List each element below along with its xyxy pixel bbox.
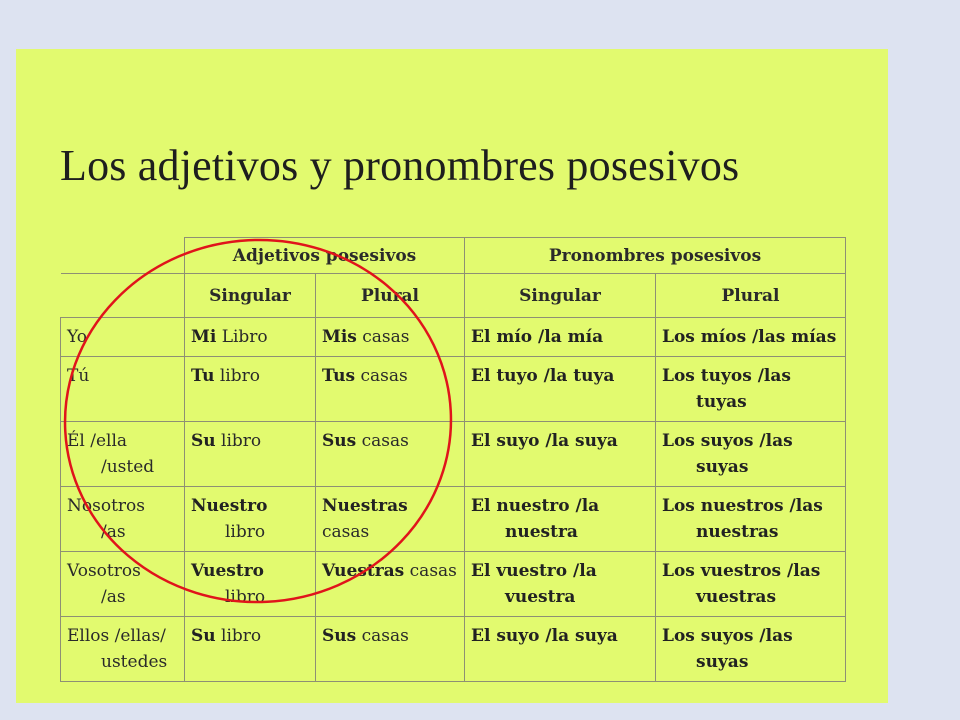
subject-cell-line: Ellos /ellas/	[67, 626, 166, 646]
adj-plural-cell-determiner: Nuestras	[322, 496, 408, 516]
adj-singular-cell-determiner: Tu	[191, 366, 215, 386]
pro-plural-cell-line: Los nuestros /las	[662, 496, 823, 516]
pro-singular-cell	[465, 422, 656, 487]
table-row	[61, 318, 846, 357]
adj-plural-cell-determiner: Vuestras	[322, 561, 405, 581]
table-row	[61, 357, 846, 422]
subject-cell	[61, 318, 185, 357]
adj-plural-cell	[316, 422, 465, 487]
adj-singular-cell	[185, 357, 316, 422]
subject-cell	[61, 422, 185, 487]
adj-singular-cell	[185, 617, 316, 682]
pro-singular-cell-line: El suyo /la suya	[471, 431, 618, 451]
adj-singular-cell	[185, 422, 316, 487]
header-adj-singular: Singular	[185, 274, 316, 318]
pro-plural-cell-line: Los tuyos /las	[662, 366, 791, 386]
pro-singular-cell-line: nuestra	[505, 522, 578, 542]
pro-singular-cell	[465, 318, 656, 357]
pro-plural-cell	[656, 487, 846, 552]
pro-singular-cell	[465, 552, 656, 617]
subject-cell-line: Él /ella	[67, 431, 128, 451]
corner-cell	[61, 274, 185, 318]
pro-singular-cell-line: El tuyo /la tuya	[471, 366, 615, 386]
adj-plural-cell-noun: casas	[362, 327, 410, 347]
adj-plural-cell	[316, 552, 465, 617]
pro-plural-cell-line: nuestras	[696, 522, 779, 542]
adj-singular-cell-determiner: Su	[191, 431, 216, 451]
subject-cell-line: Vosotros	[67, 561, 141, 581]
adj-singular-cell-noun: libro	[221, 626, 262, 646]
adj-plural-cell-determiner: Sus	[322, 431, 357, 451]
adj-plural-cell	[316, 318, 465, 357]
header-pro-singular: Singular	[465, 274, 656, 318]
adj-plural-cell	[316, 487, 465, 552]
pro-plural-cell	[656, 318, 846, 357]
subject-cell	[61, 357, 185, 422]
number-header-row	[61, 274, 846, 318]
pro-plural-cell-line: Los suyos /las	[662, 431, 793, 451]
pro-plural-cell-line: Los vuestros /las	[662, 561, 821, 581]
adj-singular-cell-determiner: Mi	[191, 327, 217, 347]
corner-cell	[61, 238, 185, 274]
pro-plural-cell	[656, 617, 846, 682]
header-adj-plural: Plural	[316, 274, 465, 318]
subject-cell-line: /as	[101, 522, 126, 542]
adj-singular-cell-determiner: Vuestro	[191, 561, 264, 581]
subject-cell	[61, 487, 185, 552]
adj-singular-cell-determiner: Su	[191, 626, 216, 646]
adj-plural-cell-noun: casas	[361, 431, 409, 451]
adj-plural-cell	[316, 357, 465, 422]
subject-cell-line: /as	[101, 587, 126, 607]
subject-cell	[61, 617, 185, 682]
pro-singular-cell	[465, 617, 656, 682]
group-header-row	[61, 238, 846, 274]
pro-singular-cell-line: El nuestro /la	[471, 496, 600, 516]
subject-cell-line: Tú	[67, 366, 90, 386]
adj-singular-cell-noun: libro	[219, 366, 260, 386]
adj-singular-cell	[185, 552, 316, 617]
possessives-table	[60, 237, 846, 682]
adj-singular-cell-noun: libro	[225, 587, 266, 607]
pro-plural-cell-line: Los suyos /las	[662, 626, 793, 646]
pro-plural-cell-line: suyas	[696, 652, 749, 672]
pro-plural-cell-line: Los míos /las mías	[662, 327, 837, 347]
header-adjetivos-posesivos: Adjetivos posesivos	[185, 238, 465, 274]
subject-cell-line: /usted	[101, 457, 155, 477]
table-row	[61, 617, 846, 682]
adj-plural-cell-determiner: Mis	[322, 327, 357, 347]
adj-plural-cell-noun: casas	[322, 522, 370, 542]
adj-plural-cell-noun: casas	[360, 366, 408, 386]
adj-singular-cell-noun: libro	[225, 522, 266, 542]
adj-plural-cell-noun: casas	[409, 561, 457, 581]
pro-singular-cell-line: El vuestro /la	[471, 561, 597, 581]
adj-plural-cell-determiner: Sus	[322, 626, 357, 646]
table-body	[61, 318, 846, 682]
subject-cell-line: ustedes	[101, 652, 168, 672]
pro-plural-cell-line: tuyas	[696, 392, 747, 412]
adj-singular-cell-determiner: Nuestro	[191, 496, 268, 516]
pro-singular-cell	[465, 487, 656, 552]
pro-plural-cell	[656, 552, 846, 617]
adj-singular-cell	[185, 318, 316, 357]
adj-singular-cell-noun: libro	[221, 431, 262, 451]
header-pro-plural: Plural	[656, 274, 846, 318]
pro-singular-cell-line: El suyo /la suya	[471, 626, 618, 646]
pro-plural-cell	[656, 422, 846, 487]
slide-title: Los adjetivos y pronombres posesivos	[60, 141, 740, 190]
pro-plural-cell-line: suyas	[696, 457, 749, 477]
subject-cell	[61, 552, 185, 617]
header-pronombres-posesivos: Pronombres posesivos	[465, 238, 846, 274]
pro-singular-cell-line: El mío /la mía	[471, 327, 604, 347]
pro-singular-cell-line: vuestra	[505, 587, 576, 607]
adj-singular-cell-noun: Libro	[221, 327, 268, 347]
pro-plural-cell-line: vuestras	[696, 587, 777, 607]
subject-cell-line: Nosotros	[67, 496, 145, 516]
adj-plural-cell	[316, 617, 465, 682]
pro-plural-cell	[656, 357, 846, 422]
adj-plural-cell-determiner: Tus	[322, 366, 356, 386]
subject-cell-line: Yo	[67, 327, 87, 347]
adj-plural-cell-noun: casas	[361, 626, 409, 646]
adj-singular-cell	[185, 487, 316, 552]
table-row	[61, 487, 846, 552]
table-row	[61, 422, 846, 487]
pro-singular-cell	[465, 357, 656, 422]
table-row	[61, 552, 846, 617]
